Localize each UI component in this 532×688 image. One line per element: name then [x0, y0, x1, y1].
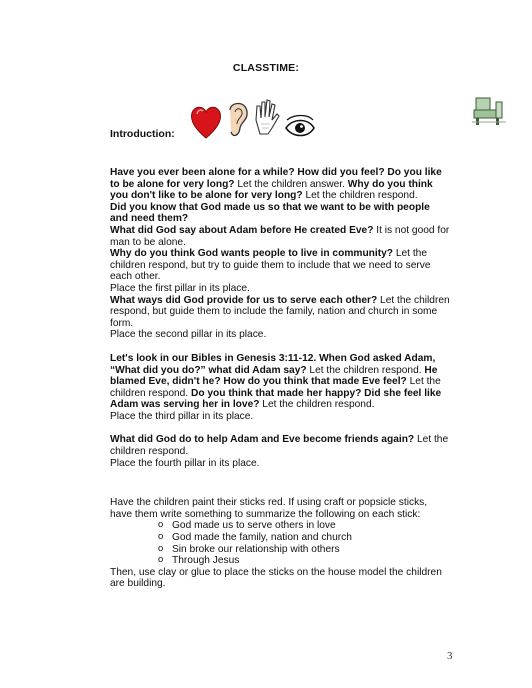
lesson-body — [110, 167, 450, 590]
introduction-label: Introduction: — [110, 128, 175, 140]
senses-icon-strip — [190, 98, 320, 142]
list-item: o Sin broke our relationship with others — [158, 544, 450, 556]
paragraph-friends-again: What did God do to help Adam and Eve become friends again? Let the children respond. — [110, 434, 449, 458]
chair-icon — [470, 92, 508, 126]
page-number: 3 — [447, 650, 453, 662]
paragraph-alone: Have you ever been alone for a while? How did you feel? Do you like to be alone for very long? Let the children answer. Why do you think you don't like to be alone for very long? Let the children respond. — [110, 167, 442, 202]
paragraph-god-made-us: Did you know that God made us so that we want to be with people and need them? — [110, 201, 430, 225]
page-title: CLASSTIME: — [232, 62, 300, 74]
hand-icon — [256, 100, 279, 134]
list-item: o Through Jesus — [158, 555, 450, 567]
paragraph-genesis: Let's look in our Bibles in Genesis 3:11-12. When God asked Adam, “What did you do?” what did Adam say? Let the children respond. He blamed Eve, didn't he? How do you think that made Eve feel? Let the children respond. Do you think that made her happy? Did she feel like Adam was serving her in love? Let the children respond. — [110, 352, 442, 411]
instruction-fourth-pillar: Place the fourth pillar in its place. — [110, 457, 260, 469]
introduction-row — [110, 98, 490, 142]
heart-icon — [192, 107, 221, 138]
activity-closing: Then, use clay or glue to place the sticks on the house model the children are building. — [110, 566, 442, 590]
list-item: o God made the family, nation and church — [158, 532, 450, 544]
paragraph-serve-each-other: What ways did God provide for us to serve each other? Let the children respond, but guide them to include the family, nation and church in some form. — [110, 294, 450, 329]
activity-instructions: Have the children paint their sticks red. If using craft or popsicle sticks, have them write something to summarize the following on each stick: — [110, 497, 428, 520]
eye-icon — [286, 116, 314, 136]
instruction-first-pillar: Place the first pillar in its place. — [110, 282, 250, 294]
paragraph-community: Why do you think God wants people to live in community? Let the children respond, but try to guide them to include that we need to serve each other. — [110, 248, 431, 283]
list-item: o God made us to serve others in love — [158, 520, 450, 532]
ear-icon — [230, 104, 247, 136]
paragraph-adam-before-eve: What did God say about Adam before He created Eve? It is not good for man to be alone. — [110, 224, 450, 248]
stick-summary-list — [110, 520, 450, 566]
instruction-third-pillar: Place the third pillar in its place. — [110, 410, 254, 422]
instruction-second-pillar: Place the second pillar in its place. — [110, 329, 267, 341]
